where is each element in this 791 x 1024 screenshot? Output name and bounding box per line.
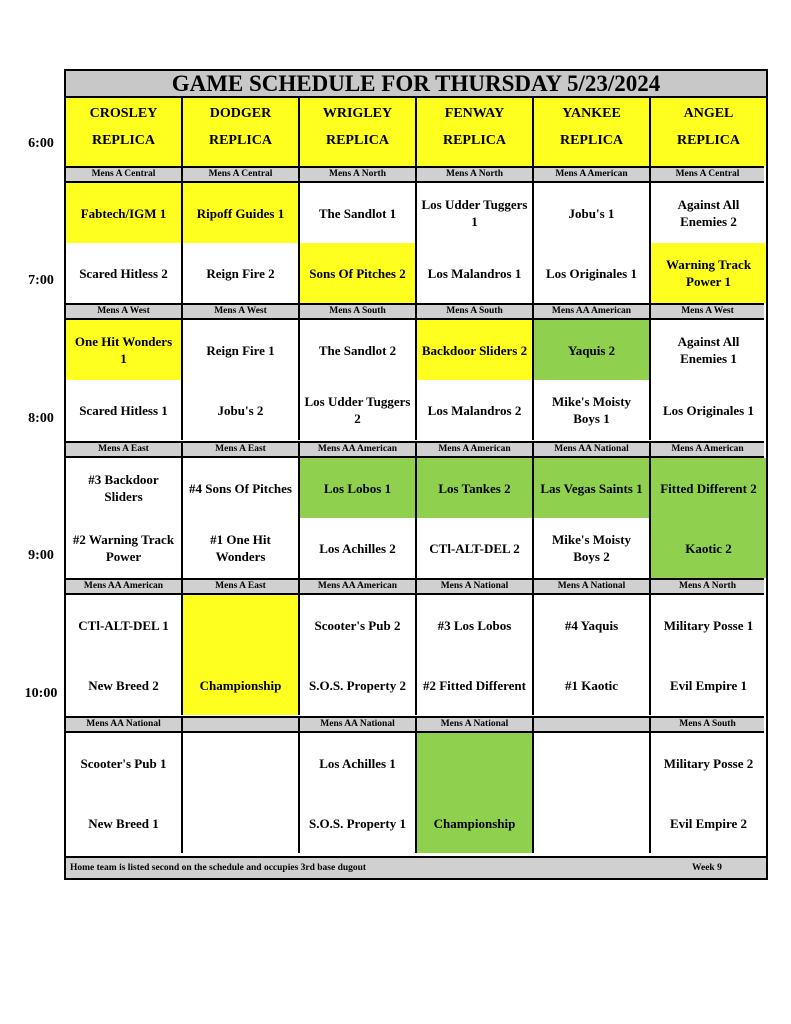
- division-label: Mens A North: [417, 166, 534, 183]
- division-label: Mens A Central: [66, 166, 183, 183]
- team-name: Los Lobos 1: [323, 480, 392, 496]
- footer-bar: [66, 856, 766, 878]
- game-cell: [183, 733, 300, 793]
- division-label: Mens A Central: [651, 166, 764, 183]
- game-cell: [534, 793, 651, 853]
- team-name: Mike's Moisty Boys 2: [551, 532, 632, 564]
- division-label: Mens AA American: [66, 578, 183, 595]
- game-cell: [66, 320, 183, 380]
- game-cell: [417, 518, 534, 578]
- field-subtitle: REPLICA: [676, 133, 740, 148]
- team-name: #4 Sons Of Pitches: [189, 480, 292, 496]
- time-label: 9:00: [28, 548, 54, 563]
- game-cell: [300, 518, 417, 578]
- week-label: Week 9: [692, 863, 722, 873]
- game-cell: [534, 518, 651, 578]
- field-name: YANKEE: [562, 106, 621, 121]
- team-name: Sons Of Pitches 2: [309, 265, 406, 281]
- team-name: Ripoff Guides 1: [196, 205, 285, 221]
- division-label: Mens A National: [534, 578, 651, 595]
- team-name: S.O.S. Property 2: [309, 677, 406, 693]
- field-subtitle: REPLICA: [442, 133, 506, 148]
- team-name: Backdoor Sliders 2: [421, 342, 528, 358]
- division-label: Mens AA National: [534, 441, 651, 458]
- time-label: 6:00: [28, 136, 54, 151]
- division-label: Mens A West: [183, 303, 300, 320]
- field-header-angel: [651, 98, 766, 166]
- division-label: Mens AA National: [300, 716, 417, 733]
- game-cell: [66, 183, 183, 243]
- division-label: Mens A East: [66, 441, 183, 458]
- field-subtitle: REPLICA: [208, 133, 272, 148]
- team-name: New Breed 1: [88, 815, 159, 831]
- team-name: #2 Fitted Different: [422, 677, 526, 693]
- division-label: Mens A East: [183, 578, 300, 595]
- game-cell: [417, 793, 534, 853]
- game-cell: [300, 243, 417, 303]
- game-cell: [534, 320, 651, 380]
- team-name: CTl-ALT-DEL 1: [78, 617, 169, 633]
- game-cell: [651, 458, 766, 518]
- game-cell: [417, 595, 534, 655]
- game-cell: [183, 458, 300, 518]
- team-name: Fabtech/IGM 1: [80, 205, 167, 221]
- game-cell: [66, 595, 183, 655]
- team-name: #1 Kaotic: [564, 677, 619, 693]
- game-cell: [300, 458, 417, 518]
- game-cell: [417, 183, 534, 243]
- team-name: Scooter's Pub 1: [80, 755, 167, 771]
- game-cell: [66, 793, 183, 853]
- field-subtitle: REPLICA: [91, 133, 155, 148]
- team-name: Evil Empire 1: [669, 677, 748, 693]
- team-name: Against All Enemies 1: [677, 334, 740, 366]
- game-cell: [300, 733, 417, 793]
- division-label: Mens AA American: [300, 578, 417, 595]
- division-label: Mens A South: [300, 303, 417, 320]
- team-name: Jobu's 1: [568, 205, 615, 221]
- game-cell: [651, 380, 766, 440]
- team-name: S.O.S. Property 1: [309, 815, 406, 831]
- game-cell: [417, 655, 534, 715]
- team-name: Fitted Different 2: [660, 480, 757, 496]
- game-cell: [651, 518, 766, 578]
- game-cell: [534, 655, 651, 715]
- field-name: WRIGLEY: [322, 106, 393, 121]
- game-cell: [66, 518, 183, 578]
- team-name: Scooter's Pub 2: [314, 617, 401, 633]
- team-name: Los Tankes 2: [438, 480, 511, 496]
- page-title: GAME SCHEDULE FOR THURSDAY 5/23/2024: [66, 71, 766, 98]
- game-cell: [651, 595, 766, 655]
- game-cell: [66, 380, 183, 440]
- schedule-sheet: [64, 69, 768, 880]
- game-cell: [183, 183, 300, 243]
- game-cell: [651, 183, 766, 243]
- game-cell: [417, 380, 534, 440]
- division-label: Mens A West: [651, 303, 764, 320]
- division-label: Mens A American: [534, 166, 651, 183]
- division-label: Mens A North: [300, 166, 417, 183]
- team-name: Los Originales 1: [545, 265, 637, 281]
- game-cell: [300, 793, 417, 853]
- game-cell: [300, 595, 417, 655]
- division-label: Mens A South: [417, 303, 534, 320]
- game-cell: [417, 458, 534, 518]
- game-cell: [183, 380, 300, 440]
- field-header-crosley: [66, 98, 183, 166]
- division-label: Mens A American: [651, 441, 764, 458]
- game-cell: [183, 793, 300, 853]
- team-name: Los Originales 1: [662, 402, 754, 418]
- team-name: Los Malandros 2: [427, 402, 522, 418]
- team-name: Scared Hitless 1: [79, 402, 168, 418]
- team-name: Scared Hitless 2: [79, 265, 168, 281]
- field-header-fenway: [417, 98, 534, 166]
- team-name: Los Malandros 1: [427, 265, 522, 281]
- division-label: Mens AA American: [534, 303, 651, 320]
- division-label: Mens A East: [183, 441, 300, 458]
- team-name: Evil Empire 2: [669, 815, 748, 831]
- field-header-yankee: [534, 98, 651, 166]
- team-name: Reign Fire 1: [206, 342, 275, 358]
- field-name: FENWAY: [444, 106, 505, 121]
- team-name: #3 Backdoor Sliders: [88, 472, 159, 504]
- team-name: #4 Yaquis: [564, 617, 619, 633]
- game-cell: [417, 733, 534, 793]
- team-name: Los Achilles 2: [319, 540, 396, 556]
- field-subtitle: REPLICA: [325, 133, 389, 148]
- team-name: Yaquis 2: [567, 342, 616, 358]
- game-cell: [300, 183, 417, 243]
- game-cell: [300, 320, 417, 380]
- team-name: Los Udder Tuggers 1: [421, 197, 528, 229]
- team-name: Championship: [433, 815, 516, 831]
- game-cell: [651, 793, 766, 853]
- time-label: 7:00: [28, 273, 54, 288]
- game-cell: [534, 183, 651, 243]
- team-name: Warning Track Power 1: [665, 257, 752, 289]
- game-cell: [300, 655, 417, 715]
- game-cell: [66, 733, 183, 793]
- field-name: DODGER: [209, 106, 272, 121]
- division-label: [183, 716, 300, 733]
- game-cell: [651, 733, 766, 793]
- team-name: Military Posse 2: [663, 755, 754, 771]
- team-name: Championship: [199, 677, 282, 693]
- team-name: Mike's Moisty Boys 1: [551, 394, 632, 426]
- game-cell: [534, 380, 651, 440]
- field-header-wrigley: [300, 98, 417, 166]
- team-name: #2 Warning Track Power: [72, 532, 175, 564]
- team-name: Las Vegas Saints 1: [540, 480, 643, 496]
- field-header-dodger: [183, 98, 300, 166]
- team-name: CTl-ALT-DEL 2: [429, 540, 520, 556]
- game-cell: [183, 595, 300, 655]
- game-cell: [183, 320, 300, 380]
- game-cell: [651, 320, 766, 380]
- division-label: Mens A American: [417, 441, 534, 458]
- game-cell: [66, 243, 183, 303]
- game-cell: [651, 655, 766, 715]
- game-cell: [300, 380, 417, 440]
- field-name: ANGEL: [683, 106, 734, 121]
- game-cell: [183, 518, 300, 578]
- field-name: CROSLEY: [89, 106, 158, 121]
- division-label: Mens A Central: [183, 166, 300, 183]
- team-name: The Sandlot 1: [318, 205, 397, 221]
- team-name: One Hit Wonders 1: [74, 334, 173, 366]
- game-cell: [534, 733, 651, 793]
- footer-note: Home team is listed second on the schedule and occupies 3rd base dugout: [70, 863, 367, 873]
- game-cell: [417, 243, 534, 303]
- team-name: Jobu's 2: [217, 402, 264, 418]
- team-name: New Breed 2: [88, 677, 159, 693]
- game-cell: [534, 458, 651, 518]
- game-cell: [183, 655, 300, 715]
- game-cell: [66, 655, 183, 715]
- game-cell: [417, 320, 534, 380]
- team-name: Military Posse 1: [663, 617, 754, 633]
- team-name: Kaotic 2: [685, 540, 732, 556]
- division-label: Mens A West: [66, 303, 183, 320]
- division-label: Mens A National: [417, 578, 534, 595]
- game-cell: [183, 243, 300, 303]
- team-name: #1 One Hit Wonders: [210, 532, 271, 564]
- game-cell: [534, 243, 651, 303]
- team-name: Los Achilles 1: [319, 755, 396, 771]
- division-label: Mens A National: [417, 716, 534, 733]
- field-subtitle: REPLICA: [559, 133, 623, 148]
- team-name: #3 Los Lobos: [437, 617, 512, 633]
- time-label: 8:00: [28, 411, 54, 426]
- team-name: Los Udder Tuggers 2: [304, 394, 411, 426]
- division-label: Mens A North: [651, 578, 764, 595]
- team-name: The Sandlot 2: [318, 342, 397, 358]
- team-name: Reign Fire 2: [206, 265, 275, 281]
- team-name: Against All Enemies 2: [677, 197, 740, 229]
- game-cell: [651, 243, 766, 303]
- division-label: Mens AA National: [66, 716, 183, 733]
- game-cell: [66, 458, 183, 518]
- division-label: Mens AA American: [300, 441, 417, 458]
- division-label: Mens A South: [651, 716, 764, 733]
- division-label: [534, 716, 651, 733]
- time-label: 10:00: [24, 686, 58, 701]
- game-cell: [534, 595, 651, 655]
